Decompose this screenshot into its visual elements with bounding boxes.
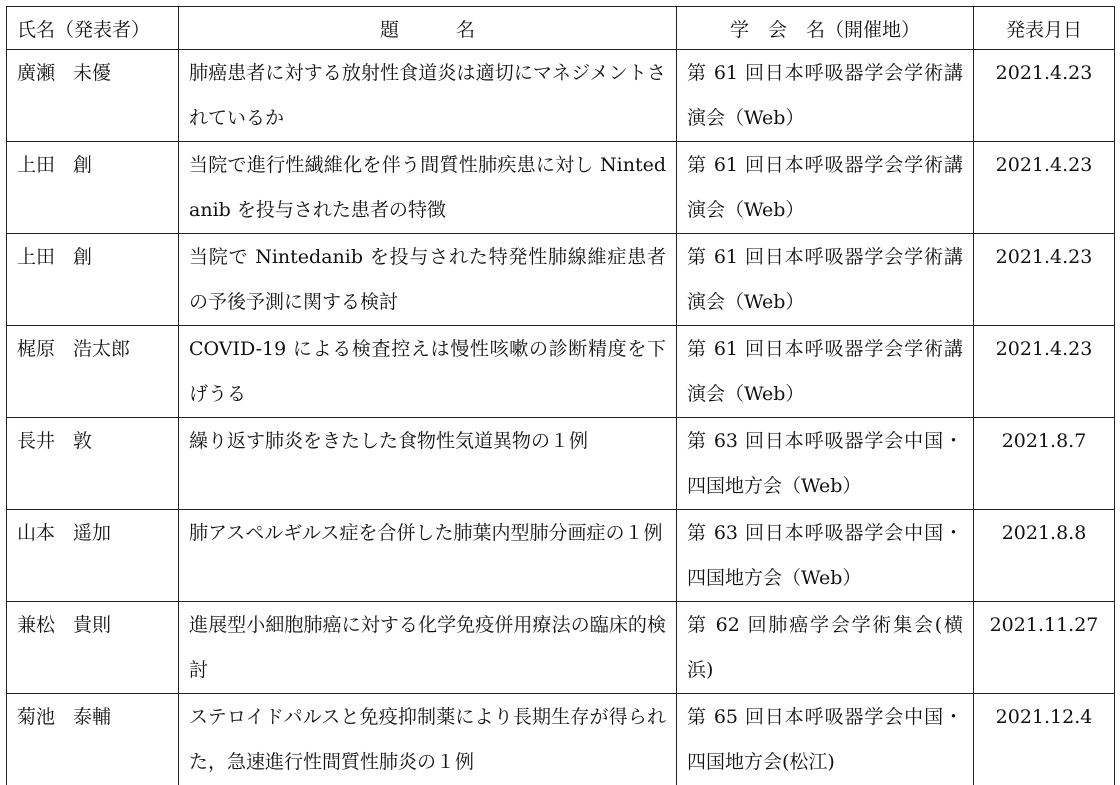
table-row (7, 234, 1115, 326)
presenter-cell (7, 142, 179, 234)
presenter-given-name: 浩太郎 (73, 338, 131, 360)
table-row (7, 694, 1115, 785)
table-row (7, 50, 1115, 142)
presenter-given-name: 敦 (73, 430, 93, 452)
conference-cell: 第 61 回日本呼吸器学会学術講演会（Web） (677, 50, 974, 142)
table-row (7, 418, 1115, 510)
presenter-family-name: 梶原 (17, 338, 56, 360)
presenter-given-name: 貴則 (73, 614, 112, 636)
presenter-cell (7, 694, 179, 785)
date-cell: 2021.4.23 (974, 50, 1115, 142)
conference-cell: 第 61 回日本呼吸器学会学術講演会（Web） (677, 234, 974, 326)
conference-cell: 第 63 回日本呼吸器学会中国・四国地方会（Web） (677, 510, 974, 602)
conference-cell: 第 62 回肺癌学会学術集会(横浜) (677, 602, 974, 694)
presenter-family-name: 菊池 (17, 706, 56, 728)
title-cell: 当院で進行性繊維化を伴う間質性肺疾患に対し Nintedanib を投与された患者の特徴 (179, 142, 677, 234)
presenter-given-name: 遥加 (73, 522, 112, 544)
date-cell: 2021.12.4 (974, 694, 1115, 785)
title-cell: COVID-19 による検査控えは慢性咳嗽の診断精度を下げうる (179, 326, 677, 418)
title-cell: ステロイドパルスと免疫抑制薬により長期生存が得られた，急速進行性間質性肺炎の１例 (179, 694, 677, 785)
date-cell: 2021.8.8 (974, 510, 1115, 602)
header-presenter: 氏名（発表者） (7, 7, 179, 50)
presenter-cell (7, 326, 179, 418)
date-cell: 2021.4.23 (974, 234, 1115, 326)
presenter-family-name: 山本 (17, 522, 56, 544)
presenter-given-name: 創 (73, 246, 93, 268)
title-cell: 肺アスペルギルス症を合併した肺葉内型肺分画症の１例 (179, 510, 677, 602)
conference-cell: 第 65 回日本呼吸器学会中国・四国地方会(松江) (677, 694, 974, 785)
date-cell: 2021.8.7 (974, 418, 1115, 510)
title-cell: 当院で Nintedanib を投与された特発性肺線維症患者の予後予測に関する検討 (179, 234, 677, 326)
title-cell: 繰り返す肺炎をきたした食物性気道異物の１例 (179, 418, 677, 510)
table-row (7, 326, 1115, 418)
presenter-cell (7, 602, 179, 694)
date-cell: 2021.4.23 (974, 142, 1115, 234)
presenter-given-name: 未優 (73, 62, 112, 84)
header-title: 題 名 (179, 7, 677, 50)
conference-cell: 第 61 回日本呼吸器学会学術講演会（Web） (677, 142, 974, 234)
table-header (7, 7, 1115, 50)
table-row (7, 510, 1115, 602)
table-body (7, 50, 1115, 785)
presenter-given-name: 創 (73, 154, 93, 176)
presenter-family-name: 長井 (17, 430, 56, 452)
presenter-cell (7, 234, 179, 326)
conference-cell: 第 61 回日本呼吸器学会学術講演会（Web） (677, 326, 974, 418)
presenter-cell (7, 418, 179, 510)
presenter-family-name: 上田 (17, 154, 56, 176)
presenter-cell (7, 50, 179, 142)
presenter-cell (7, 510, 179, 602)
conference-cell: 第 63 回日本呼吸器学会中国・四国地方会（Web） (677, 418, 974, 510)
header-date: 発表月日 (974, 7, 1115, 50)
presenter-given-name: 泰輔 (73, 706, 112, 728)
header-conference: 学 会 名（開催地） (677, 7, 974, 50)
presenter-family-name: 廣瀬 (17, 62, 56, 84)
table-row (7, 602, 1115, 694)
header-row (7, 7, 1115, 50)
date-cell: 2021.11.27 (974, 602, 1115, 694)
presentation-table (6, 6, 1115, 785)
title-cell: 進展型小細胞肺癌に対する化学免疫併用療法の臨床的検討 (179, 602, 677, 694)
title-cell: 肺癌患者に対する放射性食道炎は適切にマネジメントされているか (179, 50, 677, 142)
date-cell: 2021.4.23 (974, 326, 1115, 418)
presenter-family-name: 兼松 (17, 614, 56, 636)
table-row (7, 142, 1115, 234)
presenter-family-name: 上田 (17, 246, 56, 268)
